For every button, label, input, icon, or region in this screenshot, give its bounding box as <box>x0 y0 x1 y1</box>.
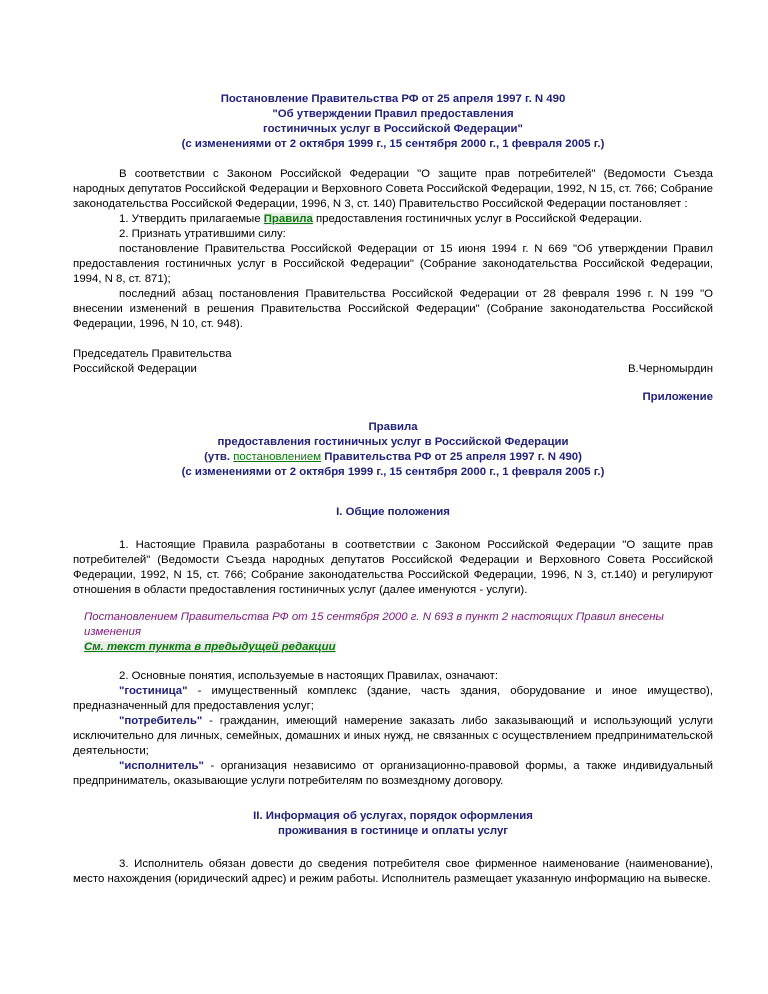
decree-item-1 <box>73 212 713 227</box>
decree-item-2: 2. Признать утратившими силу: <box>119 228 286 240</box>
decree-title-line: "Об утверждении Правил предоставления <box>272 108 514 120</box>
definition-contractor <box>73 759 713 789</box>
section-2-heading-line: II. Информация об услугах, порядок оформления <box>253 810 533 822</box>
rules-title-text: Правительства РФ от 25 апреля 1997 г. N 490) <box>321 451 582 463</box>
signature-block <box>73 347 713 377</box>
section-1-paragraph-2: 2. Основные понятия, используемые в настоящих Правилах, означают: <box>119 670 499 682</box>
item1-text-after: предоставления гостиничных услуг в Российской Федерации. <box>312 213 642 225</box>
decree-title-line: Постановление Правительства РФ от 25 апреля 1997 г. N 490 <box>220 93 566 105</box>
section-2-paragraph-3: 3. Исполнитель обязан довести до сведения потребителя свое фирменное наименование (наименование), место нахождения (юридический адрес) и режим работы. Исполнитель размещает указанную информацию на вывеске. <box>73 858 713 885</box>
decree-intro: В соответствии с Законом Российской Федерации "О защите прав потребителей" (Ведомости Съезда народных депутатов Российской Федерации и Верховного Совета Российской Федерации, 1992, N 15, ст. 766; Собрание законодательства Российской Федерации, 1996, N 3, ст. 140) Правительство Российской Федерации постановляет : <box>73 168 713 210</box>
term-hotel: "гостиница" <box>119 685 188 697</box>
amendment-note-text: Постановлением Правительства РФ от 15 сентября 2000 г. N 693 в пункт 2 настоящих Правил внесены изменения <box>84 611 664 638</box>
term-consumer: "потребитель" <box>119 715 203 727</box>
appendix-label: Приложение <box>642 391 713 403</box>
rules-title-line: предоставления гостиничных услуг в Российской Федерации <box>217 436 569 448</box>
rules-title-line: Правила <box>368 421 418 433</box>
rules-link[interactable]: Правила <box>263 213 313 225</box>
decree-link[interactable]: постановлением <box>233 451 322 463</box>
section-2-heading <box>73 809 713 839</box>
previous-edition-link[interactable]: См. текст пункта в предыдущей редакции <box>84 641 336 653</box>
term-contractor: "исполнитель" <box>119 760 204 772</box>
signer-name: В.Черномырдин <box>627 363 713 375</box>
decree-item-2b: последний абзац постановления Правительства Российской Федерации от 28 февраля 1996 г. N 199 "О внесении изменений в решения Правительства Российской Федерации" (Собрание законодательства Российской Федерации, 1996, N 10, ст. 948). <box>73 288 713 330</box>
section-2-heading-line: проживания в гостинице и оплаты услуг <box>277 825 509 837</box>
signer-role: Председатель Правительства <box>73 348 232 360</box>
decree-item-2a: постановление Правительства Российской Федерации от 15 июня 1994 г. N 669 "Об утверждении Правил предоставления гостиничных услуг в Российской Федерации" (Собрание законодательства Российской Федерации, 1994, N 8, ст. 871); <box>73 243 713 285</box>
rules-title <box>73 420 713 480</box>
rules-title-text: (утв. <box>204 451 234 463</box>
definition-text: - организация независимо от организационно-правовой формы, а также индивидуальный предприниматель, оказывающие услуги потребителям по возмездному договору. <box>73 760 713 787</box>
rules-title-line <box>73 450 713 465</box>
decree-title-line: гостиничных услуг в Российской Федерации" <box>263 123 523 135</box>
decree-title-line: (с изменениями от 2 октября 1999 г., 15 сентября 2000 г., 1 февраля 2005 г.) <box>181 138 605 150</box>
item1-text-before: 1. Утвердить прилагаемые <box>119 213 264 225</box>
section-1-paragraph-1: 1. Настоящие Правила разработаны в соответствии с Законом Российской Федерации "О защите прав потребителей" (Ведомости Съезда народных депутатов Российской Федерации и Верховного Совета Российской Федерации, 1992, N 15, ст. 766; Собрание законодательства Российской Федерации, 1996, N 3, ст.140) и регулируют отношения в области предоставления гостиничных услуг (далее именуются - услуги). <box>73 539 713 596</box>
decree-title <box>73 92 713 152</box>
amendment-note <box>84 610 713 655</box>
rules-title-line: (с изменениями от 2 октября 1999 г., 15 сентября 2000 г., 1 февраля 2005 г.) <box>181 466 605 478</box>
definition-text: - имущественный комплекс (здание, часть здания, оборудование и иное имущество), предназначенный для предоставления услуг; <box>73 685 713 712</box>
document-page <box>73 92 713 887</box>
definition-text: - гражданин, имеющий намерение заказать либо заказывающий и использующий услуги исключительно для личных, семейных, домашних и иных нужд, не связанных с осуществлением предпринимательской деятельности; <box>73 715 713 757</box>
definition-consumer <box>73 714 713 759</box>
signer-role: Российской Федерации <box>73 363 197 375</box>
section-1-heading: I. Общие положения <box>336 506 450 518</box>
definition-hotel <box>73 684 713 714</box>
